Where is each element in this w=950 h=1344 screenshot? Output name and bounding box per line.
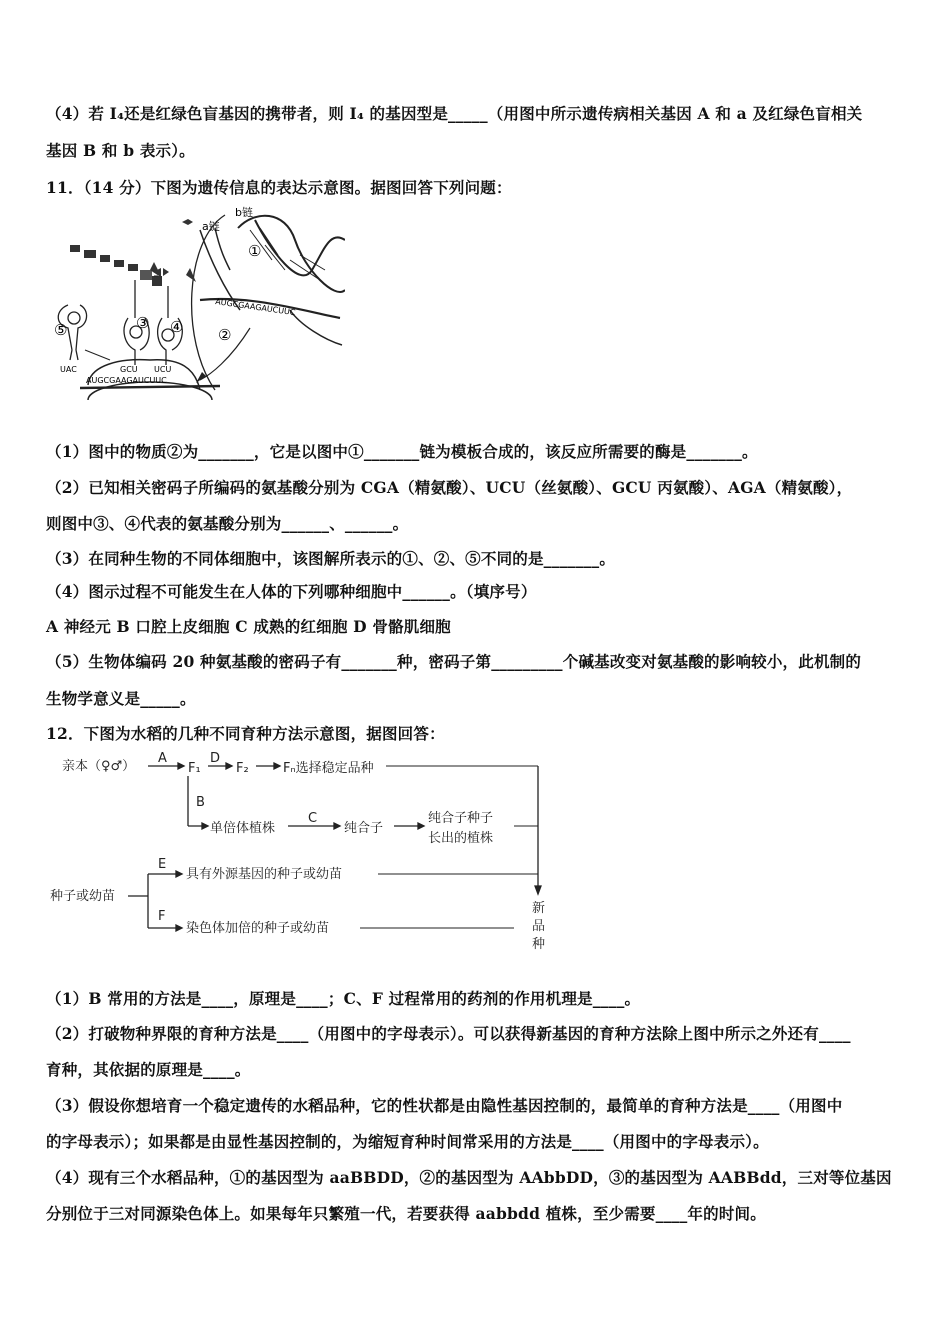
free-amino-acids (153, 219, 193, 276)
label-E: E (158, 857, 167, 872)
q11-header: 11．（14 分）下图为遗传信息的表达示意图。据图回答下列问题： (46, 178, 512, 197)
q11-part5-line1: （5）生物体编码 20 种氨基酸的密码子有_______种，密码子第_________个碱基改变对氨基酸的影响较小，此机制的 (46, 652, 862, 671)
q11-part4-options: A 神经元 B 口腔上皮细胞 C 成熟的红细胞 D 骨骼肌细胞 (46, 617, 451, 636)
flow-arrows (128, 763, 541, 931)
label-Fn: Fₙ选择稳定品种 (283, 761, 374, 776)
label-F2: F₂ (236, 761, 249, 776)
q12-part2-line2: 育种，其依据的原理是____。 (46, 1060, 251, 1079)
q11-part5-line2: 生物学意义是_____。 (46, 689, 196, 708)
label-doubled: 染色体加倍的种子或幼苗 (186, 921, 330, 936)
q12-part3-line1: （3）假设你想培育一个稳定遗传的水稻品种，它的性状都是由隐性基因控制的，最简单的育种方法是____（用图中 (46, 1096, 843, 1115)
trna-molecules (58, 280, 182, 365)
q11-part4: （4）图示过程不可能发生在人体的下列哪种细胞中______。（填序号） (46, 582, 537, 601)
pointer-line (85, 350, 110, 360)
label-D: D (210, 751, 221, 766)
prev-question-part4-line2: 基因 B 和 b 表示）。 (46, 141, 195, 160)
circle-1: ① (248, 242, 262, 260)
circle-2: ② (218, 326, 232, 344)
q11-part2-line1: （2）已知相关密码子所编码的氨基酸分别为 CGA（精氨酸）、UCU（丝氨酸）、GCU 丙氨酸）、AGA（精氨酸）， (46, 478, 853, 497)
breeding-methods-figure (48, 750, 558, 960)
q12-part3-line2: 的字母表示）；如果都是由显性基因控制的，为缩短育种时间常采用的方法是____（用图中的字母表示）。 (46, 1132, 769, 1151)
q12-part4-line2: 分别位于三对同源染色体上。如果每年只繁殖一代，若要获得 aabbdd 植株，至少需要____年的时间。 (46, 1204, 766, 1223)
dna-sequence: AUGCGAAGAUCUUC (214, 297, 296, 318)
anticodon-3: GCU (120, 365, 138, 374)
label-F1: F₁ (188, 761, 201, 776)
label-new-3: 种 (532, 937, 546, 952)
label-A: A (158, 751, 167, 766)
b-chain-label: b链 (235, 206, 253, 219)
q11-part1: （1）图中的物质②为_______，它是以图中①_______链为模板合成的，该反应所需要的酶是_______。 (46, 442, 758, 461)
q12-header: 12．下图为水稻的几种不同育种方法示意图，据图回答： (46, 724, 445, 743)
anticodon-5: UAC (60, 365, 77, 374)
circle-5: ⑤ (54, 321, 68, 339)
label-C: C (308, 811, 318, 826)
anticodon-4: UCU (154, 365, 172, 374)
label-haploid: 单倍体植株 (210, 821, 276, 836)
q11-part2-line2: 则图中③、④代表的氨基酸分别为______、______。 (46, 514, 409, 533)
label-F: F (158, 909, 166, 924)
label-parents: 亲本（♀♂） (62, 759, 136, 774)
gene-expression-figure (50, 200, 345, 400)
circle-3: ③ (136, 314, 150, 332)
prev-question-part4-line1: （4）若 I₄还是红绿色盲基因的携带者，则 I₄ 的基因型是_____（用图中所示遗传病相关基因 A 和 a 及红绿色盲相关 (46, 104, 863, 123)
label-B: B (196, 795, 205, 810)
peptide-chain (70, 245, 196, 286)
q12-part2-line1: （2）打破物种界限的育种方法是____（用图中的字母表示）。可以获得新基因的育种方法除上图中所示之外还有____ (46, 1024, 851, 1043)
circle-4: ④ (170, 318, 184, 336)
label-seed-or-seedling: 种子或幼苗 (50, 889, 116, 904)
q11-part3: （3）在同种生物的不同体细胞中，该图解所表示的①、②、⑤不同的是_______。 (46, 549, 616, 568)
mrna-sequence: AUGCGAAGAUCUUC (86, 376, 167, 385)
label-homozygote: 纯合子 (344, 821, 384, 836)
q12-part1: （1）B 常用的方法是____，原理是____；C、F 过程常用的药剂的作用机理是____。 (46, 989, 641, 1008)
label-new-2: 品 (532, 919, 546, 934)
label-homo-seed-2: 长出的植株 (428, 831, 494, 846)
q12-part4-line1: （4）现有三个水稻品种，①的基因型为 aaBBDD，②的基因型为 AAbbDD，③的基因型为 AABBdd，三对等位基因 (46, 1168, 892, 1187)
label-exogenous: 具有外源基因的种子或幼苗 (186, 867, 343, 882)
label-new-1: 新 (532, 901, 546, 916)
a-chain-label: a链 (202, 220, 220, 233)
label-homo-seed-1: 纯合子种子 (428, 811, 494, 826)
